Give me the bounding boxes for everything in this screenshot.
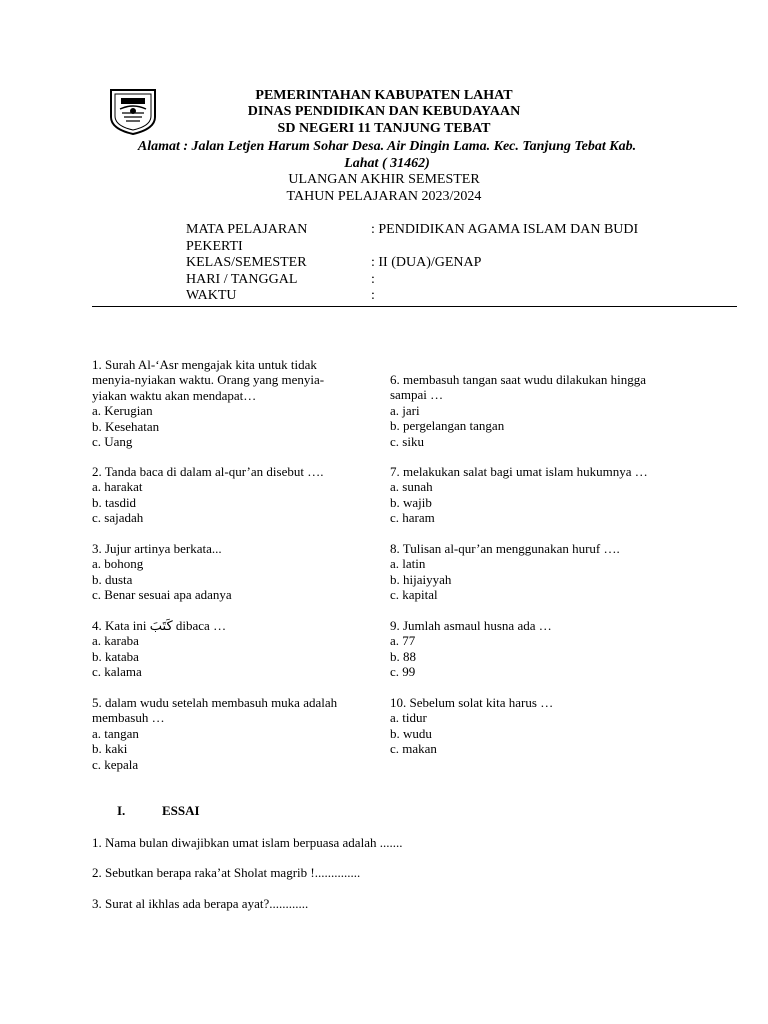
subject-label <box>186 222 307 255</box>
question-text: 8. Tulisan al-qur’an menggunakan huruf …. <box>390 541 620 556</box>
option-a: a. 77 <box>390 633 416 649</box>
question-text: 6. membasuh tangan saat wudu dilakukan hingga <box>390 372 646 387</box>
option-b: b. 88 <box>390 648 416 664</box>
subject-label-line-2: PEKERTI <box>186 238 243 254</box>
question-8 <box>390 541 620 603</box>
option-a: a. latin <box>390 556 426 572</box>
option-b: b. Kesehatan <box>92 418 160 434</box>
option-a: a. tidur <box>390 710 427 726</box>
day-value: : <box>371 272 375 287</box>
time-label: WAKTU <box>186 288 237 303</box>
option-a: a. Kerugian <box>92 403 153 419</box>
option-a: a. bohong <box>92 556 144 572</box>
question-3 <box>92 541 232 603</box>
question-text: 4. Kata ini كَتَبَ dibaca … <box>92 618 227 633</box>
essay-number: I. <box>117 803 126 818</box>
question-1 <box>92 357 324 449</box>
question-text: menyia-nyiakan waktu. Orang yang menyia- <box>92 372 325 388</box>
time-value: : <box>371 288 375 303</box>
question-text: sampai … <box>390 387 444 403</box>
school-address <box>92 138 682 172</box>
question-text: 2. Tanda baca di dalam al-qur’an disebut …. <box>92 464 324 479</box>
header-government: PEMERINTAHAN KABUPATEN LAHAT <box>255 88 513 103</box>
academic-year: TAHUN PELAJARAN 2023/2024 <box>286 189 482 204</box>
question-7 <box>390 464 648 526</box>
option-b: b. hijaiyyah <box>390 571 452 587</box>
option-c: c. makan <box>390 741 437 757</box>
option-c: c. haram <box>390 510 435 526</box>
exam-title: ULANGAN AKHIR SEMESTER <box>288 172 480 187</box>
option-c: c. kalama <box>92 664 142 680</box>
option-a: a. karaba <box>92 633 139 649</box>
option-b: b. kaki <box>92 741 128 757</box>
header-divider <box>92 306 737 307</box>
option-b: b. wudu <box>390 725 432 741</box>
class-label: KELAS/SEMESTER <box>186 255 307 270</box>
option-a: a. harakat <box>92 479 143 495</box>
option-a: a. jari <box>390 402 420 418</box>
subject-value: : PENDIDIKAN AGAMA ISLAM DAN BUDI <box>371 222 639 237</box>
question-text: 9. Jumlah asmaul husna ada … <box>390 618 552 633</box>
subject-label-line-1: MATA PELAJARAN <box>186 222 308 237</box>
class-value: : II (DUA)/GENAP <box>371 255 482 270</box>
question-text: 5. dalam wudu setelah membasuh muka adalah <box>92 695 338 710</box>
option-c: c. siku <box>390 433 424 449</box>
option-b: b. tasdid <box>92 494 137 510</box>
question-5 <box>92 695 337 772</box>
option-b: b. pergelangan tangan <box>390 418 505 434</box>
option-c: c. kapital <box>390 587 438 603</box>
question-text: 3. Jujur artinya berkata... <box>92 541 222 556</box>
header-school: SD NEGERI 11 TANJUNG TEBAT <box>277 121 491 136</box>
address-line-1: Alamat : Jalan Letjen Harum Sohar Desa. Air Dingin Lama. Kec. Tanjung Tebat Kab. <box>137 139 637 154</box>
option-c: c. 99 <box>390 664 416 680</box>
question-10 <box>390 695 553 757</box>
question-2 <box>92 464 323 526</box>
option-b: b. kataba <box>92 648 139 664</box>
question-text: 10. Sebelum solat kita harus … <box>390 695 554 710</box>
option-c: c. sajadah <box>92 510 144 526</box>
option-c: c. Benar sesuai apa adanya <box>92 587 232 603</box>
question-text: 1. Surah Al-‘Asr mengajak kita untuk tidak <box>92 357 317 372</box>
essay-question-3: 3. Surat al ikhlas ada berapa ayat?............ <box>92 896 309 911</box>
essay-question-1: 1. Nama bulan diwajibkan umat islam berpuasa adalah ....... <box>92 835 403 850</box>
question-text: membasuh … <box>92 710 165 726</box>
question-text: yiakan waktu akan mendapat… <box>92 387 257 403</box>
address-line-2: Lahat ( 31462) <box>344 156 430 171</box>
question-4 <box>92 618 226 680</box>
question-6 <box>390 372 646 449</box>
essay-title: ESSAI <box>162 803 200 818</box>
option-a: a. sunah <box>390 479 433 495</box>
option-c: c. kepala <box>92 756 139 772</box>
day-label: HARI / TANGGAL <box>186 272 298 287</box>
option-b: b. wajib <box>390 494 432 510</box>
question-9 <box>390 618 552 680</box>
essay-question-2: 2. Sebutkan berapa raka’at Sholat magrib !.............. <box>92 865 361 880</box>
question-text: 7. melakukan salat bagi umat islam hukumnya … <box>390 464 648 479</box>
header-department: DINAS PENDIDIKAN DAN KEBUDAYAAN <box>247 104 521 119</box>
option-a: a. tangan <box>92 725 139 741</box>
option-b: b. dusta <box>92 571 133 587</box>
option-c: c. Uang <box>92 434 133 450</box>
